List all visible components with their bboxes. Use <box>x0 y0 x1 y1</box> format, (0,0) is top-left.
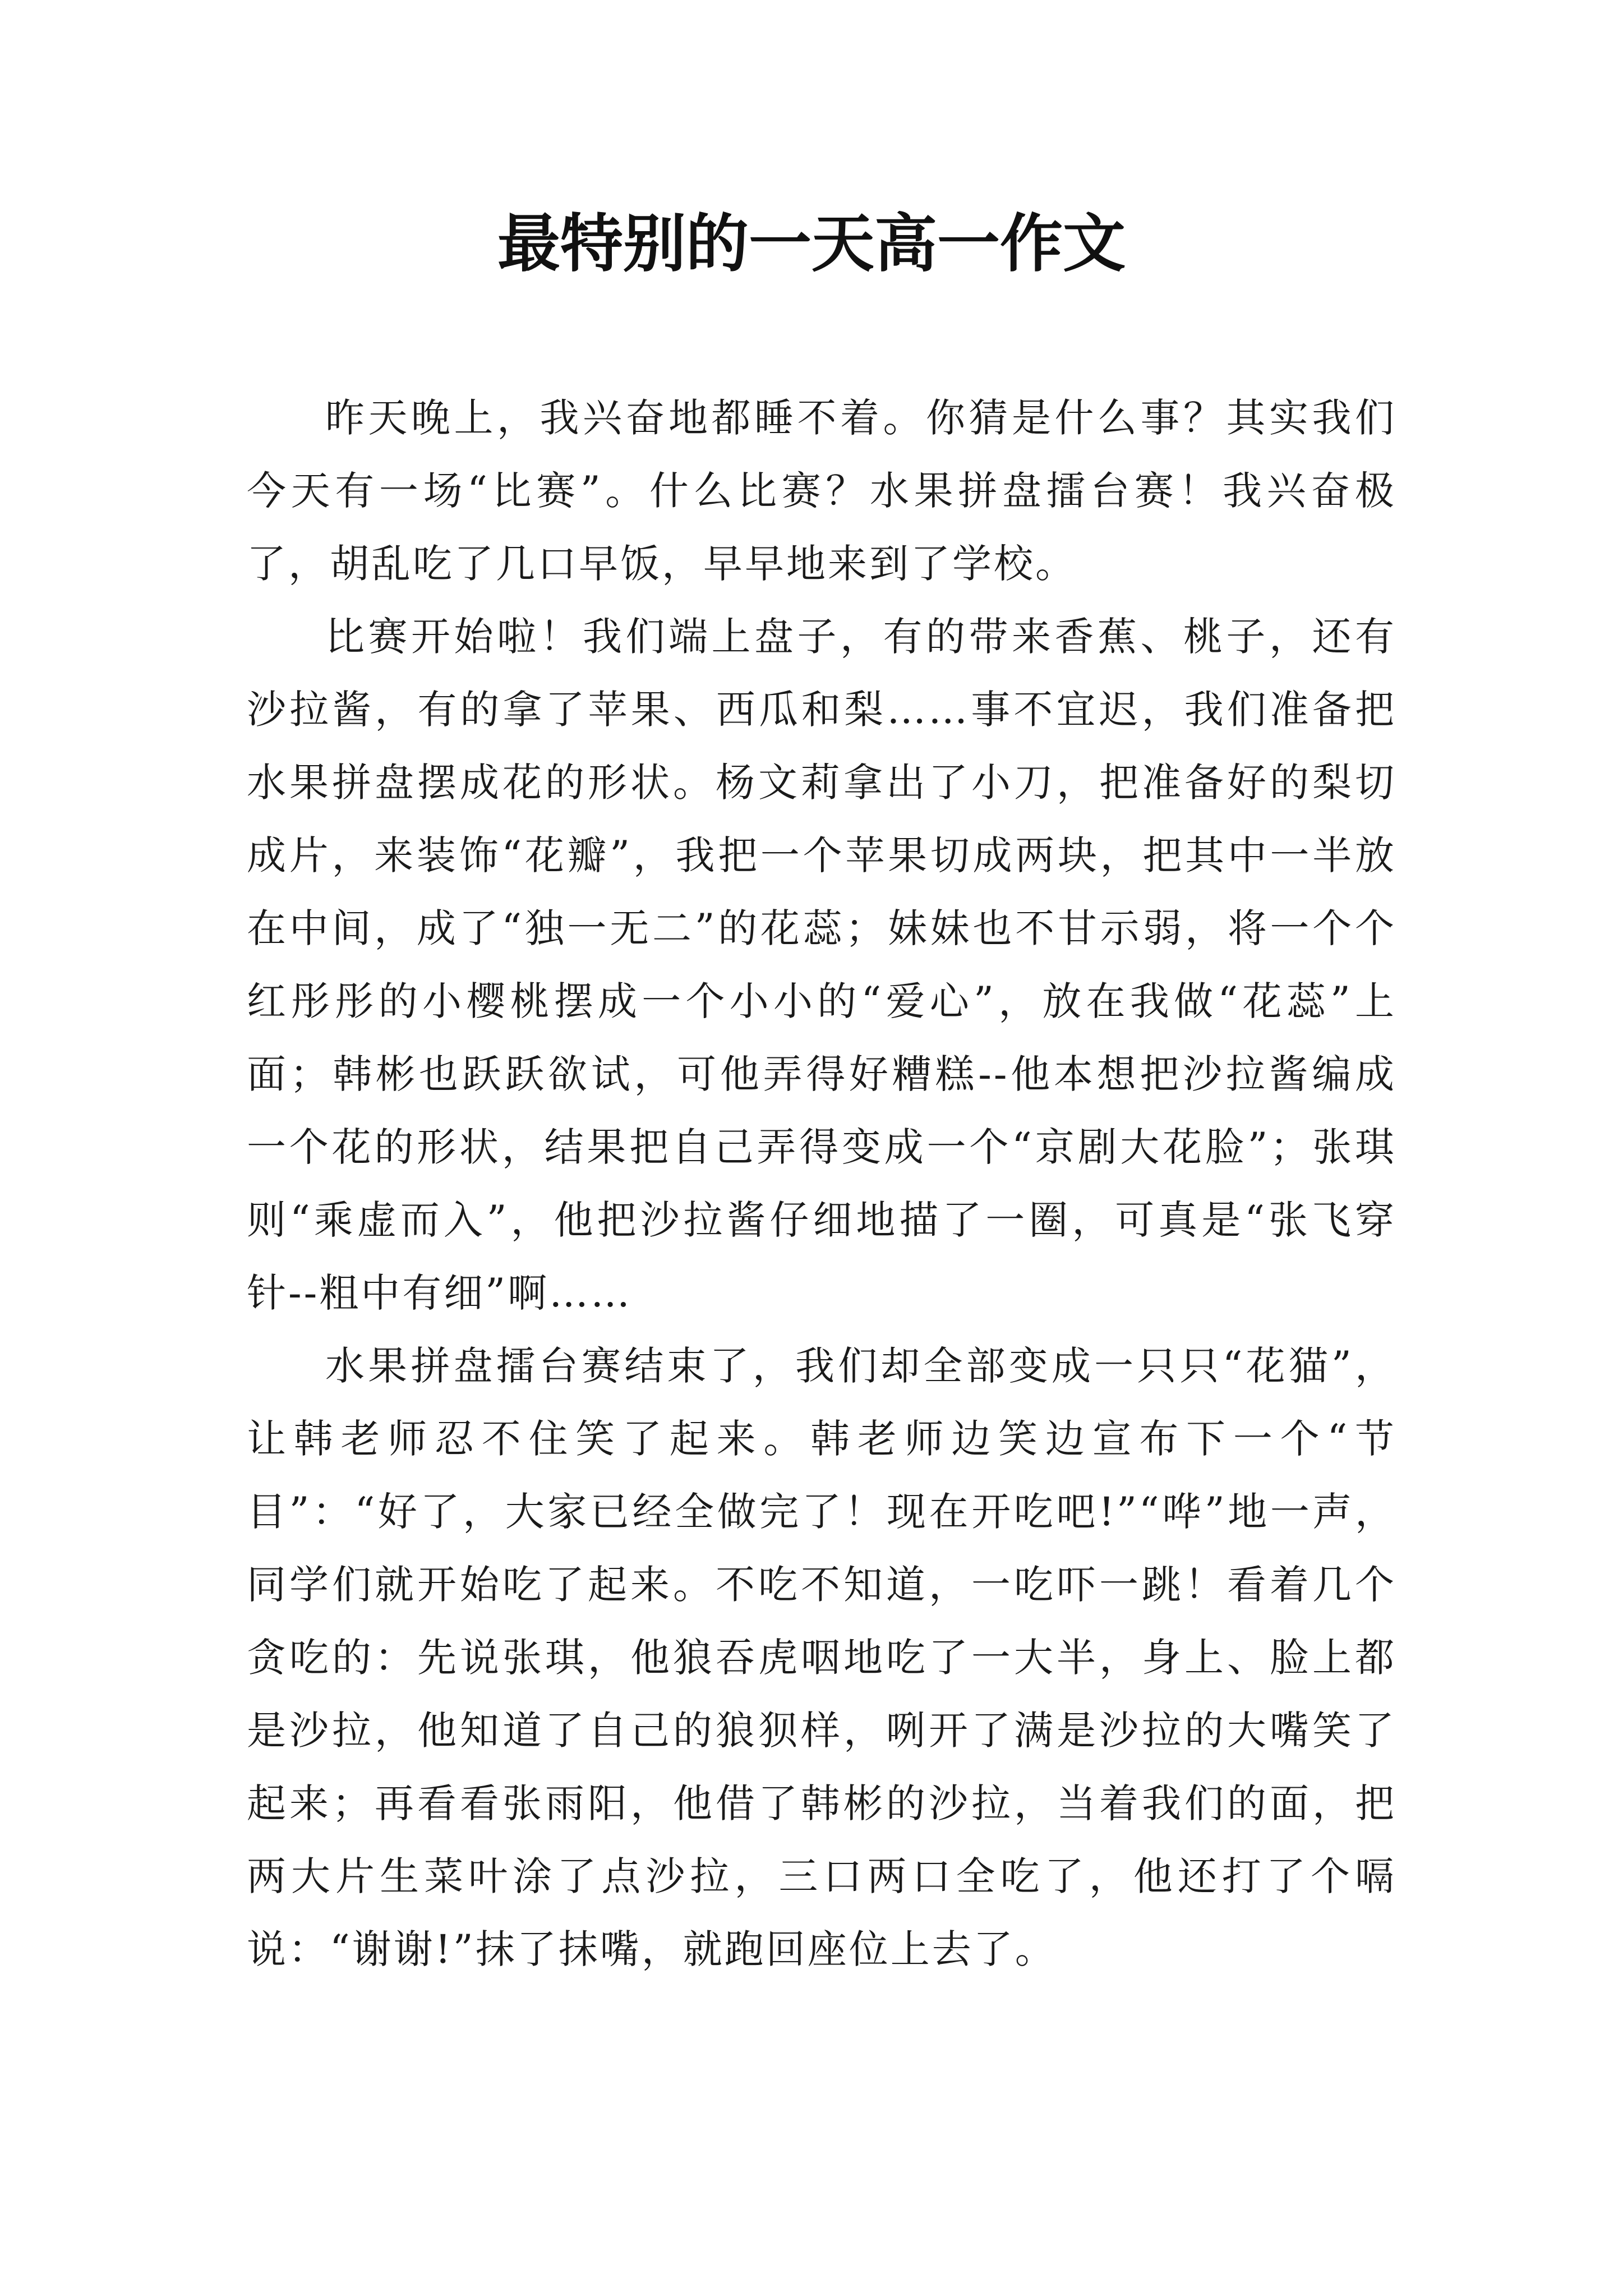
document-body <box>247 381 1396 1986</box>
paragraph-3: 水果拼盘擂台赛结束了，我们却全部变成一只只“花猫”，让韩老师忍不住笑了起来。韩老师边笑边宣布下一个“节目”：“好了，大家已经全做完了！现在开吃吧!”“哗”地一声，同学们就开始吃了起来。不吃不知道，一吃吓一跳！看着几个贪吃的：先说张琪，他狼吞虎咽地吃了一大半，身上、脸上都是沙拉，他知道了自己的狼狈样，咧开了满是沙拉的大嘴笑了起来；再看看张雨阳，他借了韩彬的沙拉，当着我们的面，把两大片生菜叶涂了点沙拉，三口两口全吃了，他还打了个嗝说：“谢谢!”抹了抹嘴，就跑回座位上去了。 <box>247 1343 1396 1972</box>
paragraph-1: 昨天晚上，我兴奋地都睡不着。你猜是什么事？其实我们今天有一场“比赛”。什么比赛？水果拼盘擂台赛！我兴奋极了，胡乱吃了几口早饭，早早地来到了学校。 <box>247 395 1396 587</box>
document-title: 最特别的一天高一作文 <box>497 207 1126 280</box>
paragraph-2: 比赛开始啦！我们端上盘子，有的带来香蕉、桃子，还有沙拉酱，有的拿了苹果、西瓜和梨……事不宜迟，我们准备把水果拼盘摆成花的形状。杨文莉拿出了小刀，把准备好的梨切成片，来装饰“花瓣”，我把一个苹果切成两块，把其中一半放在中间，成了“独一无二”的花蕊；妹妹也不甘示弱，将一个个红彤彤的小樱桃摆成一个小小的“爱心”，放在我做“花蕊”上面；韩彬也跃跃欲试，可他弄得好糟糕--他本想把沙拉酱编成一个花的形状，结果把自己弄得变成一个“京剧大花脸”；张琪则“乘虚而入”，他把沙拉酱仔细地描了一圈，可真是“张飞穿针--粗中有细”啊…… <box>247 614 1396 1316</box>
